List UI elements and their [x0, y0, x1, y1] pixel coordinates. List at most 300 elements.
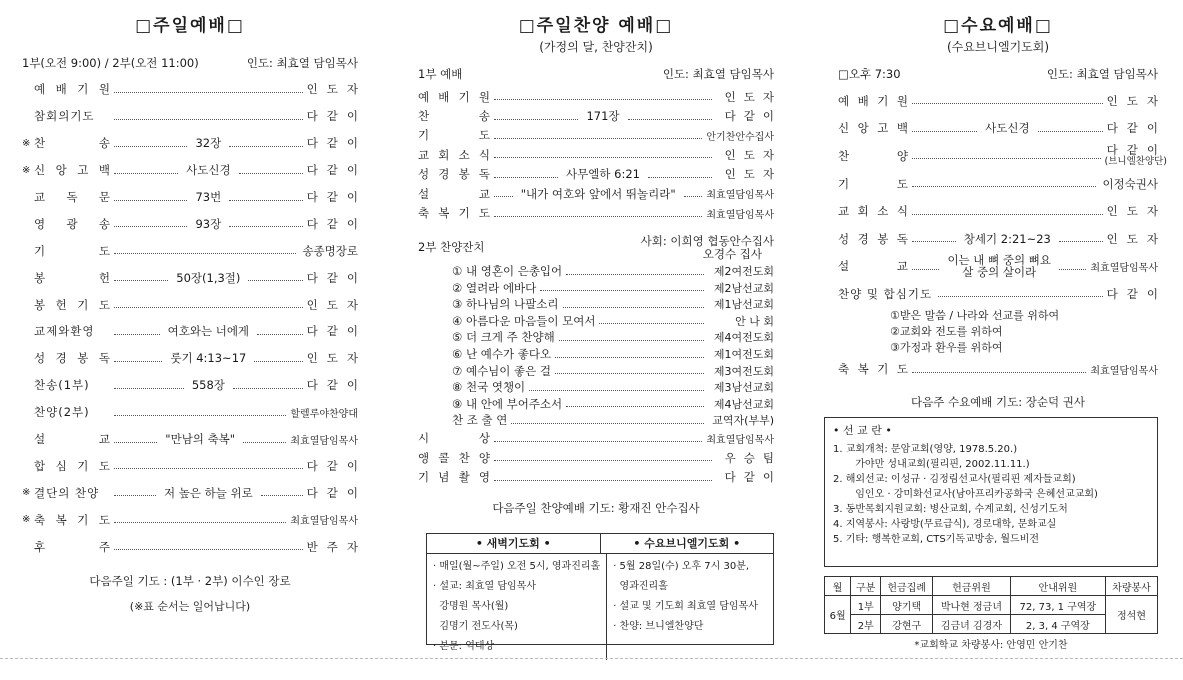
praise-item — [418, 165, 783, 184]
worship-item — [22, 264, 368, 291]
detail-line: 살 중의 살이라 — [962, 265, 1037, 280]
song-item — [418, 313, 774, 330]
praise-item — [418, 429, 774, 448]
item-detail: 171장 — [586, 109, 620, 124]
item-label: 후 주 — [34, 539, 110, 554]
song-item — [418, 379, 774, 396]
item-label: 교제와환영 — [34, 324, 95, 339]
item-label: 교 독 문 — [34, 190, 110, 204]
leader-dots — [648, 177, 712, 178]
item-label: 축 복 기 도 — [34, 512, 110, 527]
song-title: ② 열려라 에바다 — [452, 280, 537, 295]
leader-dots — [257, 334, 303, 335]
service-header — [22, 56, 358, 70]
worship-item — [22, 103, 367, 130]
item-person: 인도자 — [306, 351, 368, 366]
song-item — [418, 329, 774, 346]
wednesday-time: □오후 7:30 — [838, 67, 901, 81]
song-title: ⑨ 내 안에 부어주소서 — [452, 396, 563, 411]
part2-order — [418, 429, 782, 487]
item-label: 신 앙 고 백 — [838, 121, 908, 136]
leader-dots — [1038, 131, 1103, 132]
song-item — [418, 279, 774, 296]
item-label: 기 념 촬 영 — [418, 470, 490, 485]
wednesday-worship-subtitle: (수요브니엘기도회) — [946, 40, 1050, 54]
item-detail: 룻기 4:13~17 — [170, 351, 247, 366]
item-person: 다같이 — [306, 270, 368, 285]
leader-dots — [114, 280, 168, 281]
mission-line: 가야만 성내교회(필리핀, 2002.11.11.) — [833, 459, 1030, 470]
leader-dots — [566, 406, 704, 407]
stand-mark: ※ — [22, 137, 31, 149]
wednesday-worship-title: □수요예배□ — [943, 16, 1053, 36]
item-detail — [943, 254, 1055, 278]
item-person: 할렐루야찬양대 — [290, 408, 358, 420]
praise-item — [418, 467, 782, 486]
item-person: 최효열담임목사 — [290, 516, 358, 528]
detail-line: 이는 내 뼈 중의 뼈요 — [947, 253, 1051, 268]
praise-item — [418, 87, 782, 106]
item-label: 기 도 — [418, 128, 490, 143]
item-detail: 93장 — [195, 216, 222, 231]
item-label: 예 배 기 원 — [838, 93, 908, 108]
worship-item — [22, 399, 358, 426]
item-label: 설 교 — [838, 259, 908, 274]
item-label: 축 복 기 도 — [838, 362, 908, 377]
item-label: 봉 헌 기 도 — [34, 297, 110, 312]
box-line: · 설교: 최효열 담임목사 — [433, 581, 537, 592]
duty-cell: 박나현 정금녀 — [933, 596, 1011, 615]
leader-dots — [114, 388, 184, 389]
item-label: 성 경 봉 독 — [34, 351, 110, 366]
prayer-topic: ①받은 말씀 / 나라와 선교를 위하여 — [890, 308, 1060, 322]
wednesday-item — [838, 225, 1167, 253]
duty-cell: 2, 3, 4 구역장 — [1010, 615, 1105, 634]
item-label: 찬양(2부) — [34, 405, 90, 420]
item-detail: 558장 — [191, 378, 225, 393]
item-person: 다같이 — [306, 136, 368, 151]
item-person: 안기찬안수집사 — [706, 131, 774, 143]
item-person: 인도자 — [724, 147, 782, 162]
leader-dots — [555, 373, 704, 374]
song-list — [418, 263, 774, 429]
item-person: 최효열담임목사 — [706, 209, 774, 221]
leader-dots — [684, 196, 703, 197]
item-label: 찬 양 — [838, 148, 908, 163]
leader-dots — [114, 361, 162, 362]
leader-dots — [114, 253, 296, 254]
worship-item — [22, 506, 358, 533]
item-person: 다같이 — [1106, 286, 1167, 301]
item-label: 예 배 기 원 — [34, 82, 110, 97]
mission-line: 5. 기타: 행복한교회, CTS기독교방송, 월드비전 — [833, 534, 1039, 545]
leader-dots — [563, 307, 705, 308]
duty-header: 헌금집례 — [881, 577, 933, 596]
leader-dots — [114, 495, 156, 496]
song-team: 제2여전도회 — [713, 265, 774, 279]
box-line: · 매일(월~주일) 오전 5시, 영과진리홀 — [433, 561, 601, 572]
item-person: 다같이 — [306, 163, 368, 178]
sunday-worship-column — [22, 0, 368, 680]
item-detail: "만남의 축복" — [165, 432, 236, 447]
item-person: 이정숙권사 — [1102, 176, 1158, 191]
song-team: 제4여전도회 — [713, 331, 774, 345]
item-label: 성 경 봉 독 — [418, 167, 490, 182]
item-person: 반주자 — [306, 539, 367, 554]
song-team: 제1남선교회 — [713, 298, 774, 312]
praise-item — [418, 203, 774, 222]
item-person: 송종명장로 — [302, 243, 358, 258]
praise-worship-subtitle: (가정의 달, 찬양잔치) — [539, 40, 653, 54]
item-detail: 73번 — [195, 190, 222, 204]
leader-dots — [243, 442, 286, 443]
item-label: 기 도 — [34, 243, 110, 258]
duty-header: 구분 — [851, 577, 881, 596]
mission-title: • 선 교 란 • — [833, 424, 892, 437]
leader-dots — [559, 340, 704, 341]
leader-dots — [114, 549, 303, 550]
duty-cell: 1부 — [851, 596, 881, 615]
item-detail — [981, 122, 1033, 134]
wednesday-item — [838, 197, 1167, 225]
item-person: 최효열담임목사 — [1090, 262, 1158, 274]
duty-header: 차량봉사 — [1106, 577, 1158, 596]
leader-dots — [494, 138, 702, 139]
leader-dots — [912, 269, 939, 270]
leader-dots — [114, 146, 187, 147]
leader-dots — [229, 226, 302, 227]
item-person: 우승팀 — [724, 450, 782, 465]
duty-header: 월 — [825, 577, 851, 596]
prayer-meeting-box — [426, 533, 774, 652]
leader-dots — [494, 196, 513, 197]
item-person: 인도자 — [724, 167, 783, 182]
wednesday-item — [838, 87, 1167, 115]
item-detail: 50장(1,3절) — [176, 270, 241, 285]
mission-line: 3. 동반목회지원교회: 병산교회, 수계교회, 신성기도처 — [833, 504, 1068, 515]
sunday-worship-title: □주일예배□ — [135, 16, 245, 36]
leader-dots — [494, 157, 712, 158]
item-detail: 32장 — [195, 136, 222, 151]
leader-dots — [555, 357, 704, 358]
song-team: 제4남선교회 — [713, 397, 774, 411]
duty-header: 안내위원 — [1010, 577, 1105, 596]
leader-dots — [912, 214, 1103, 215]
person-line: 다같이 — [1106, 142, 1167, 157]
leader-dots — [248, 280, 302, 281]
item-detail: 저 높은 하늘 위로 — [163, 485, 253, 500]
duty-table — [824, 576, 1158, 634]
leader-dots — [114, 468, 303, 469]
box-line: · 5월 28일(수) 오후 7시 30분, — [613, 561, 750, 572]
leader-dots — [912, 131, 977, 132]
vehicle-note: *교회학교 차량봉사: 안영민 안기찬 — [914, 640, 1068, 651]
song-title: ⑦ 예수님이 좋은 걸 — [452, 363, 552, 378]
worship-item — [22, 184, 368, 211]
worship-item — [22, 210, 368, 237]
stand-note: (※표 순서는 일어납니다) — [129, 600, 251, 614]
leader-dots — [239, 173, 303, 174]
box-line: 김명기 전도사(목) — [433, 621, 518, 632]
wednesday-prayer-title: • 수요브니엘기도회 • — [633, 537, 741, 550]
leader-dots — [494, 177, 558, 178]
item-label: 봉 헌 — [34, 270, 110, 285]
song-title: ⑥ 난 예수가 좋다오 — [452, 347, 552, 361]
song-team: 교역자(부부) — [712, 414, 774, 428]
item-person: 인도자 — [724, 89, 782, 104]
item-person: 다같이 — [306, 190, 368, 204]
item-detail: 사도신경 — [186, 163, 231, 178]
duty-cell: 김금녀 김경자 — [933, 615, 1011, 634]
wednesday-item — [838, 142, 1167, 170]
leader-dots — [1059, 269, 1086, 270]
host-line-2: 오경수 집사 — [702, 246, 762, 261]
item-label: 찬양 및 합심기도 — [838, 286, 933, 301]
stand-mark: ※ — [22, 487, 31, 499]
item-person: 다같이 — [724, 109, 782, 124]
item-label: 시 상 — [418, 431, 490, 446]
item-person: 다같이 — [306, 458, 367, 473]
song-title: ③ 하나님의 나팔소리 — [452, 297, 559, 312]
leader-dots — [114, 119, 303, 120]
prayer-topic: ②교회와 전도를 위하여 — [890, 324, 1003, 338]
song-title: 찬 조 출 연 — [452, 413, 508, 428]
mission-box — [824, 417, 1158, 567]
item-person: 다같이 — [724, 470, 782, 485]
part1-leader: 인도: 최효열 담임목사 — [662, 67, 774, 81]
service-leader: 인도: 최효열 담임목사 — [246, 56, 358, 70]
mission-line: 2. 해외선교: 이성규 · 김정림선교사(필리핀 제자들교회) — [833, 474, 1076, 485]
song-title: ⑧ 천국 엿챙이 — [452, 380, 526, 395]
item-person: 다같이 — [306, 485, 367, 500]
mission-line: 1. 교회개척: 문암교회(영양, 1978.5.20.) — [833, 444, 1018, 455]
detail-line: 창세기 2:21~23 — [963, 231, 1051, 246]
mission-line: 4. 지역봉사: 사랑방(무료급식), 경로대학, 문화교실 — [833, 519, 1057, 530]
item-label: 기 도 — [838, 176, 908, 191]
duty-header: 헌금위원 — [933, 577, 1011, 596]
item-person: 다같이 — [306, 216, 368, 231]
song-team: 제3남선교회 — [713, 381, 774, 395]
sunday-praise-column — [418, 0, 783, 680]
praise-item — [418, 448, 782, 467]
praise-next-prayer: 다음주일 찬양예배 기도: 황재진 안수집사 — [492, 500, 700, 515]
service-time: 1부(오전 9:00) / 2부(오전 11:00) — [22, 56, 199, 70]
box-line: 영과진리홀 — [613, 581, 668, 592]
box-line: · 찬양: 브니엘찬양단 — [613, 621, 704, 632]
worship-item — [22, 426, 358, 453]
leader-dots — [912, 103, 1103, 104]
leader-dots — [1059, 241, 1103, 242]
worship-item — [22, 237, 358, 264]
wednesday-final — [838, 356, 1158, 383]
item-person: 최효열담임목사 — [706, 190, 775, 202]
wednesday-item — [838, 170, 1158, 198]
leader-dots — [912, 372, 1086, 373]
item-person — [1104, 142, 1167, 167]
leader-dots — [229, 146, 302, 147]
wednesday-header — [838, 67, 1158, 81]
song-title: ① 내 영혼이 은총입어 — [452, 264, 563, 279]
wednesday-worship-column — [829, 0, 1168, 680]
item-label: 찬 송 — [418, 109, 490, 124]
item-person: 인도자 — [306, 297, 367, 312]
item-person: 다같이 — [306, 109, 367, 124]
leader-dots — [254, 361, 302, 362]
part1-header — [418, 67, 774, 81]
wednesday-item — [838, 253, 1158, 281]
song-item — [418, 412, 774, 429]
worship-item — [22, 291, 367, 318]
item-label: 교 회 소 식 — [838, 204, 908, 219]
song-item — [418, 263, 774, 280]
song-team: 제3여전도회 — [713, 364, 774, 378]
leader-dots — [114, 226, 187, 227]
praise-item — [418, 184, 774, 203]
leader-dots — [114, 173, 178, 174]
song-item — [418, 296, 774, 313]
box-line: · 본문: 역대상 — [433, 641, 495, 652]
worship-item — [22, 479, 367, 506]
worship-item — [22, 157, 368, 184]
praise-item — [418, 145, 782, 164]
duty-month: 6월 — [825, 596, 851, 634]
song-team: 제2남선교회 — [713, 281, 774, 295]
duty-cell: 72, 73, 1 구역장 — [1010, 596, 1105, 615]
leader-dots — [494, 441, 702, 442]
item-label: 설 교 — [418, 186, 490, 201]
item-label: 축 복 기 도 — [418, 206, 490, 221]
worship-item — [22, 345, 368, 372]
item-detail: 여호와는 너에게 — [167, 324, 250, 339]
mission-line: 임인오 · 강미화선교사(남아프리카공화국 은혜선교교회) — [833, 489, 1098, 500]
leader-dots — [912, 186, 1096, 187]
item-label: 앵 콜 찬 양 — [418, 450, 490, 465]
box-line: 강명원 목사(월) — [433, 601, 509, 612]
leader-dots — [114, 334, 160, 335]
leader-dots — [529, 390, 704, 391]
worship-item — [22, 318, 367, 345]
item-label: 영 광 송 — [34, 216, 110, 231]
praise-worship-title: □주일찬양 예배□ — [518, 16, 674, 36]
leader-dots — [229, 200, 302, 201]
part1-order — [418, 87, 783, 223]
wednesday-item — [838, 356, 1158, 383]
song-title: ④ 아름다운 마음들이 모여서 — [452, 313, 596, 328]
song-item — [418, 346, 774, 363]
wednesday-item — [838, 115, 1168, 143]
worship-item — [22, 533, 367, 560]
wednesday-leader: 인도: 최효열 담임목사 — [1046, 67, 1158, 81]
leader-dots — [114, 307, 303, 308]
duty-cell: 강현구 — [881, 615, 933, 634]
leader-dots — [114, 92, 303, 93]
item-detail: 사무엘하 6:21 — [566, 167, 640, 182]
song-title: ⑤ 더 크게 주 찬양해 — [452, 330, 555, 345]
prayer-topic: ③가정과 환우를 위하여 — [890, 340, 1003, 354]
duty-cell: 양기택 — [881, 596, 933, 615]
next-prayer: 다음주일 기도 : (1부 · 2부) 이수인 장로 — [89, 574, 291, 589]
order-of-worship — [22, 76, 368, 560]
praise-item — [418, 106, 782, 125]
leader-dots — [494, 216, 702, 217]
leader-dots — [628, 119, 712, 120]
item-label: 교 회 소 식 — [418, 147, 490, 162]
song-item — [418, 362, 774, 379]
scan-edge — [0, 658, 1183, 659]
item-detail: "내가 여호와 앞에서 뛰놀리라" — [520, 186, 676, 201]
wednesday-item — [838, 280, 1167, 308]
item-person: 다같이 — [306, 378, 368, 393]
praise-item — [418, 126, 774, 145]
item-label: 결단의 찬양 — [34, 485, 100, 500]
item-person: 다같이 — [306, 324, 367, 339]
part2-header — [418, 235, 774, 261]
wednesday-prayer-details — [607, 554, 773, 660]
item-label: 설 교 — [34, 432, 110, 447]
leader-dots — [540, 290, 704, 291]
item-detail — [960, 233, 1055, 245]
song-team: 안 나 회 — [735, 314, 774, 328]
leader-dots — [566, 274, 704, 275]
item-person: 다같이 — [1106, 121, 1168, 136]
wednesday-order — [838, 87, 1168, 308]
leader-dots — [494, 99, 712, 100]
item-person: 최효열담임목사 — [1090, 365, 1158, 377]
leader-dots — [494, 119, 578, 120]
stand-mark: ※ — [22, 514, 31, 526]
dawn-prayer-details — [427, 554, 607, 660]
detail-line: 사도신경 — [985, 121, 1030, 136]
item-label: 참회의기도 — [34, 109, 95, 124]
item-label: 찬 송 — [34, 136, 110, 151]
leader-dots — [511, 423, 704, 424]
leader-dots — [114, 442, 157, 443]
leader-dots — [114, 200, 187, 201]
item-label: 성 경 봉 독 — [838, 231, 908, 246]
item-person: 최효열담임목사 — [290, 435, 358, 447]
item-person: 인도자 — [306, 82, 367, 97]
prayer-topics — [838, 308, 1158, 356]
wednesday-next-prayer: 다음주 수요예배 기도: 장순덕 권사 — [910, 394, 1086, 409]
worship-item — [22, 372, 368, 399]
worship-item — [22, 452, 367, 479]
leader-dots — [494, 460, 712, 461]
duty-cell: 2부 — [851, 615, 881, 634]
leader-dots — [494, 480, 712, 481]
song-team: 제1여전도회 — [713, 348, 774, 361]
item-label: 예 배 기 원 — [418, 89, 490, 104]
worship-item — [22, 76, 367, 103]
worship-item — [22, 130, 368, 157]
leader-dots — [261, 495, 303, 496]
item-person: 인도자 — [1106, 93, 1167, 108]
dawn-prayer-title: • 새벽기도회 • — [427, 534, 601, 553]
item-label: 찬송(1부) — [34, 378, 90, 393]
host-line-1: 사회: 이희영 협동안수집사 — [640, 233, 774, 248]
item-person: 인도자 — [1106, 204, 1167, 219]
leader-dots — [912, 158, 1101, 159]
item-person: 최효열담임목사 — [706, 434, 774, 446]
leader-dots — [599, 323, 704, 324]
item-label: 합 심 기 도 — [34, 458, 110, 473]
leader-dots — [114, 415, 286, 416]
item-person: 인도자 — [1106, 231, 1167, 246]
stand-mark: ※ — [22, 164, 31, 176]
leader-dots — [114, 522, 286, 523]
item-label: 신 앙 고 백 — [34, 163, 110, 178]
leader-dots — [233, 388, 303, 389]
duty-driver: 정석현 — [1106, 596, 1158, 634]
